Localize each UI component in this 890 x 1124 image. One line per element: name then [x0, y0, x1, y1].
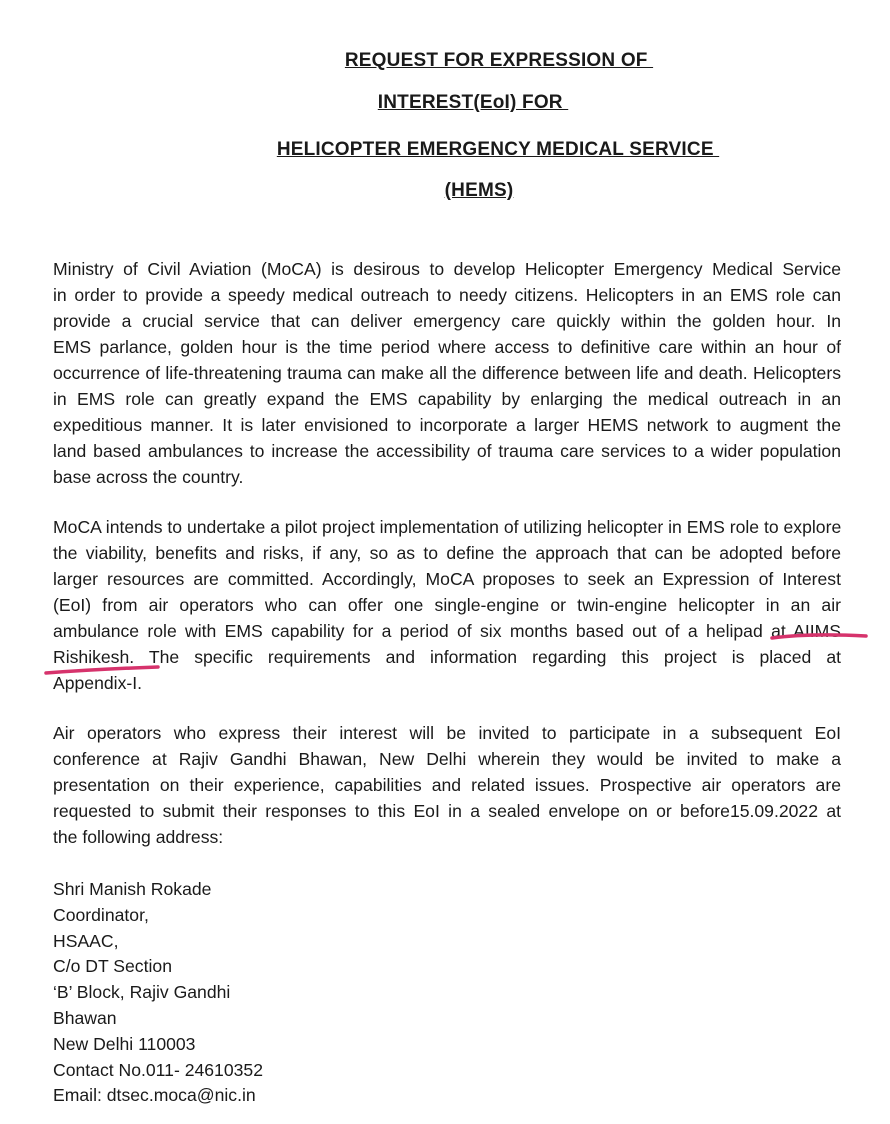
paragraph-submission	[53, 720, 841, 850]
paragraph-line: presentation on their experience, capabilities and related issues. Prospective air operators are	[53, 775, 841, 795]
paragraph-line: in order to provide a speedy medical outreach to needy citizens. Helicopters in an EMS role can	[53, 285, 841, 305]
paragraph-line: EMS parlance, golden hour is the time period where access to definitive care within an hour of	[53, 337, 841, 357]
address-contact: Contact No.011- 24610352	[53, 1059, 263, 1080]
paragraph-line: conference at Rajiv Gandhi Bhawan, New Delhi wherein they would be invited to make a	[53, 749, 841, 769]
paragraph-line: land based ambulances to increase the accessibility of trauma care services to a wider population	[53, 441, 841, 461]
paragraph-intro	[53, 256, 841, 490]
title-line-4: (HEMS)	[444, 180, 514, 201]
paragraph-line: Air operators who express their interest will be invited to participate in a subsequent EoI	[53, 723, 841, 743]
address-building: Bhawan	[53, 1007, 117, 1028]
paragraph-line: ambulance role with EMS capability for a period of six months based out of a helipad at AIIMS	[53, 621, 841, 641]
paragraph-line: provide a crucial service that can deliver emergency care quickly within the golden hour. In	[53, 311, 841, 331]
address-organization: HSAAC,	[53, 930, 119, 951]
paragraph-pilot-project	[53, 514, 841, 696]
paragraph-line: in EMS role can greatly expand the EMS capability by enlarging the medical outreach in an	[53, 389, 841, 409]
paragraph-line: (EoI) from air operators who can offer one single-engine or twin-engine helicopter in an air	[53, 595, 841, 615]
paragraph-line: base across the country.	[53, 467, 244, 487]
address-name: Shri Manish Rokade	[53, 879, 212, 899]
address-section: C/o DT Section	[53, 956, 172, 977]
address-block: ‘B’ Block, Rajiv Gandhi	[53, 982, 231, 1003]
title-line-2: INTEREST(EoI) FOR	[377, 92, 569, 113]
paragraph-line: requested to submit their responses to this EoI in a sealed envelope on or before15.09.2022 at	[53, 801, 841, 821]
contact-address	[53, 877, 263, 1109]
paragraph-line: the following address:	[53, 827, 224, 847]
address-designation: Coordinator,	[53, 904, 149, 925]
paragraph-line: Ministry of Civil Aviation (MoCA) is desirous to develop Helicopter Emergency Medical Service	[53, 259, 841, 279]
paragraph-line: Rishikesh. The specific requirements and information regarding this project is placed at	[53, 647, 841, 667]
title-line-3: HELICOPTER EMERGENCY MEDICAL SERVICE	[276, 139, 720, 160]
paragraph-line: MoCA intends to undertake a pilot project implementation of utilizing helicopter in EMS role to explore	[53, 517, 842, 537]
address-city: New Delhi 110003	[53, 1033, 196, 1054]
paragraph-line: Appendix-I.	[53, 673, 142, 693]
address-email: Email: dtsec.moca@nic.in	[53, 1085, 256, 1106]
paragraph-line: the viability, benefits and risks, if any, so as to define the approach that can be adopted before	[53, 543, 841, 563]
title-line-1: REQUEST FOR EXPRESSION OF	[344, 50, 654, 71]
paragraph-line: expeditious manner. It is later envisioned to incorporate a larger HEMS network to augment the	[53, 415, 841, 435]
paragraph-line: occurrence of life-threatening trauma can make all the difference between life and death. Helicopters	[53, 363, 841, 383]
paragraph-line: larger resources are committed. Accordingly, MoCA proposes to seek an Expression of Interest	[53, 569, 841, 589]
